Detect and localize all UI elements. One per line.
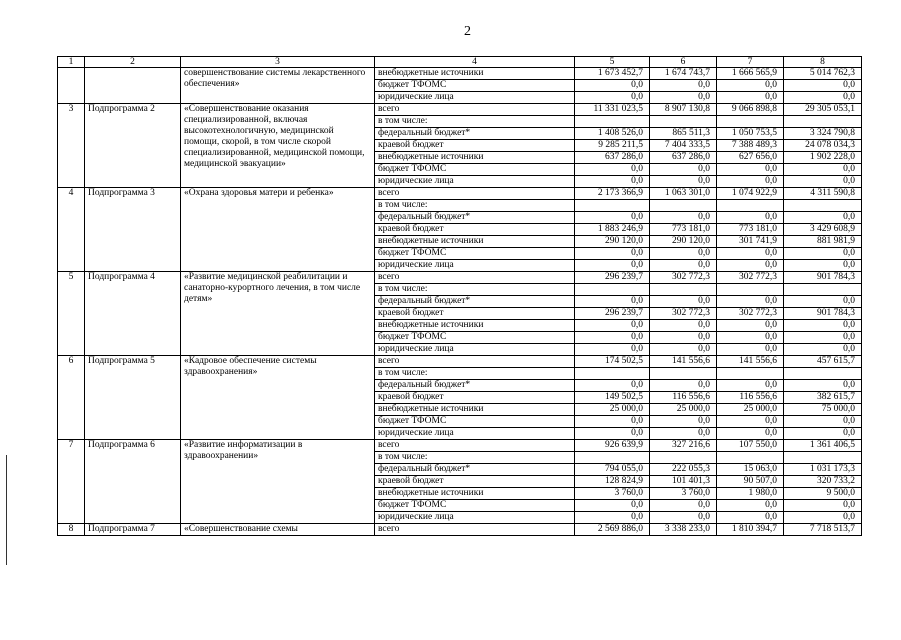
amount-cell: 1 673 452,7 [575, 68, 650, 80]
amount-cell: 3 760,0 [650, 488, 717, 500]
amount-cell [717, 452, 784, 464]
amount-cell: 149 502,5 [575, 392, 650, 404]
amount-cell: 0,0 [575, 260, 650, 272]
funding-source-cell: в том числе: [375, 116, 575, 128]
amount-cell: 5 014 762,3 [784, 68, 862, 80]
amount-cell: 0,0 [784, 80, 862, 92]
amount-cell: 290 120,0 [650, 236, 717, 248]
amount-cell [784, 368, 862, 380]
amount-cell: 0,0 [650, 380, 717, 392]
funding-source-cell: в том числе: [375, 200, 575, 212]
amount-cell: 0,0 [575, 80, 650, 92]
amount-cell: 107 550,0 [717, 440, 784, 452]
amount-cell: 7 388 489,3 [717, 140, 784, 152]
amount-cell: 25 000,0 [717, 404, 784, 416]
row-number-cell: 5 [58, 272, 85, 356]
amount-cell: 0,0 [784, 320, 862, 332]
amount-cell: 637 286,0 [575, 152, 650, 164]
amount-cell: 1 666 565,9 [717, 68, 784, 80]
amount-cell: 296 239,7 [575, 308, 650, 320]
amount-cell: 15 063,0 [717, 464, 784, 476]
amount-cell [650, 200, 717, 212]
amount-cell: 627 656,0 [717, 152, 784, 164]
amount-cell: 0,0 [784, 296, 862, 308]
amount-cell: 0,0 [784, 176, 862, 188]
subprogram-description-cell: «Кадровое обеспечение системы здравоохранения» [181, 356, 375, 440]
funding-source-cell: всего [375, 104, 575, 116]
amount-cell: 881 981,9 [784, 236, 862, 248]
amount-cell: 0,0 [650, 212, 717, 224]
amount-cell: 75 000,0 [784, 404, 862, 416]
funding-source-cell: в том числе: [375, 452, 575, 464]
column-number-8: 8 [784, 57, 862, 68]
amount-cell: 0,0 [575, 380, 650, 392]
funding-source-cell: федеральный бюджет* [375, 296, 575, 308]
amount-cell: 0,0 [784, 416, 862, 428]
table-row [58, 440, 862, 452]
page-number: 2 [464, 24, 471, 39]
amount-cell: 7 718 513,7 [784, 524, 862, 536]
funding-source-cell: краевой бюджет [375, 476, 575, 488]
amount-cell: 865 511,3 [650, 128, 717, 140]
subprogram-name-cell: Подпрограмма 4 [85, 272, 181, 356]
column-number-3: 3 [181, 57, 375, 68]
amount-cell: 116 556,6 [650, 392, 717, 404]
table-row [58, 188, 862, 200]
amount-cell [575, 284, 650, 296]
amount-cell: 0,0 [784, 428, 862, 440]
amount-cell: 296 239,7 [575, 272, 650, 284]
amount-cell: 794 055,0 [575, 464, 650, 476]
subprogram-description-cell: «Совершенствование оказания специализированной, включая высокотехнологичную, медицинской помощи, скорой, в том числе скорой специализированной, медицинской помощи, медицинской эвакуации» [181, 104, 375, 188]
amount-cell: 773 181,0 [717, 224, 784, 236]
amount-cell: 901 784,3 [784, 308, 862, 320]
amount-cell: 0,0 [650, 164, 717, 176]
amount-cell: 926 639,9 [575, 440, 650, 452]
funding-source-cell: краевой бюджет [375, 308, 575, 320]
amount-cell: 0,0 [650, 296, 717, 308]
amount-cell [650, 368, 717, 380]
amount-cell [575, 116, 650, 128]
budget-table [57, 56, 862, 536]
amount-cell: 320 733,2 [784, 476, 862, 488]
amount-cell: 0,0 [717, 512, 784, 524]
amount-cell: 1 674 743,7 [650, 68, 717, 80]
amount-cell: 0,0 [717, 500, 784, 512]
amount-cell: 0,0 [650, 320, 717, 332]
amount-cell: 0,0 [575, 332, 650, 344]
amount-cell [784, 452, 862, 464]
amount-cell: 0,0 [717, 296, 784, 308]
table-body [58, 68, 862, 536]
amount-cell: 0,0 [717, 428, 784, 440]
amount-cell: 0,0 [717, 80, 784, 92]
funding-source-cell: юридические лица [375, 344, 575, 356]
amount-cell: 0,0 [717, 344, 784, 356]
amount-cell: 382 615,7 [784, 392, 862, 404]
amount-cell: 302 772,3 [717, 272, 784, 284]
amount-cell: 301 741,9 [717, 236, 784, 248]
column-number-5: 5 [575, 57, 650, 68]
amount-cell: 0,0 [717, 176, 784, 188]
column-number-row [58, 57, 862, 68]
funding-source-cell: бюджет ТФОМС [375, 332, 575, 344]
table-row [58, 104, 862, 116]
row-number-cell [58, 68, 85, 104]
amount-cell: 0,0 [575, 320, 650, 332]
amount-cell: 302 772,3 [717, 308, 784, 320]
table-row [58, 68, 862, 80]
amount-cell: 128 824,9 [575, 476, 650, 488]
amount-cell: 0,0 [717, 320, 784, 332]
amount-cell: 0,0 [575, 512, 650, 524]
column-number-1: 1 [58, 57, 85, 68]
subprogram-description-cell: «Охрана здоровья матери и ребенка» [181, 188, 375, 272]
amount-cell: 0,0 [575, 344, 650, 356]
amount-cell: 0,0 [784, 260, 862, 272]
amount-cell: 2 569 886,0 [575, 524, 650, 536]
amount-cell: 141 556,6 [717, 356, 784, 368]
amount-cell [784, 200, 862, 212]
amount-cell: 327 216,6 [650, 440, 717, 452]
row-number-cell: 4 [58, 188, 85, 272]
column-number-6: 6 [650, 57, 717, 68]
subprogram-description-cell: «Развитие информатизации в здравоохранении» [181, 440, 375, 524]
amount-cell: 0,0 [650, 512, 717, 524]
subprogram-name-cell: Подпрограмма 2 [85, 104, 181, 188]
amount-cell: 302 772,3 [650, 272, 717, 284]
funding-source-cell: бюджет ТФОМС [375, 164, 575, 176]
amount-cell: 2 173 366,9 [575, 188, 650, 200]
amount-cell: 0,0 [575, 176, 650, 188]
column-number-4: 4 [375, 57, 575, 68]
amount-cell: 3 429 608,9 [784, 224, 862, 236]
amount-cell [650, 284, 717, 296]
amount-cell: 11 331 023,5 [575, 104, 650, 116]
amount-cell [650, 452, 717, 464]
amount-cell: 1 361 406,5 [784, 440, 862, 452]
amount-cell: 24 078 034,3 [784, 140, 862, 152]
table-row [58, 272, 862, 284]
amount-cell: 0,0 [650, 332, 717, 344]
amount-cell [575, 200, 650, 212]
amount-cell: 0,0 [650, 428, 717, 440]
table-row [58, 356, 862, 368]
funding-source-cell: бюджет ТФОМС [375, 500, 575, 512]
amount-cell: 3 760,0 [575, 488, 650, 500]
amount-cell: 0,0 [717, 416, 784, 428]
row-number-cell: 3 [58, 104, 85, 188]
funding-source-cell: федеральный бюджет* [375, 380, 575, 392]
amount-cell: 290 120,0 [575, 236, 650, 248]
funding-source-cell: юридические лица [375, 92, 575, 104]
funding-source-cell: юридические лица [375, 512, 575, 524]
amount-cell: 773 181,0 [650, 224, 717, 236]
amount-cell: 0,0 [650, 500, 717, 512]
subprogram-description-cell: совершенствование системы лекарственного обеспечения» [181, 68, 375, 104]
amount-cell: 0,0 [717, 380, 784, 392]
amount-cell: 3 338 233,0 [650, 524, 717, 536]
amount-cell [717, 200, 784, 212]
amount-cell: 1 902 228,0 [784, 152, 862, 164]
row-number-cell: 7 [58, 440, 85, 524]
amount-cell: 101 401,3 [650, 476, 717, 488]
funding-source-cell: юридические лица [375, 428, 575, 440]
amount-cell [650, 116, 717, 128]
amount-cell: 1 980,0 [717, 488, 784, 500]
funding-source-cell: внебюджетные источники [375, 236, 575, 248]
subprogram-description-cell: «Совершенствование схемы [181, 524, 375, 536]
amount-cell: 0,0 [575, 92, 650, 104]
amount-cell: 1 810 394,7 [717, 524, 784, 536]
amount-cell: 0,0 [575, 212, 650, 224]
amount-cell [717, 284, 784, 296]
funding-source-cell: юридические лица [375, 260, 575, 272]
amount-cell: 0,0 [575, 500, 650, 512]
funding-source-cell: внебюджетные источники [375, 488, 575, 500]
funding-source-cell: бюджет ТФОМС [375, 80, 575, 92]
amount-cell: 0,0 [784, 380, 862, 392]
amount-cell: 9 285 211,5 [575, 140, 650, 152]
amount-cell: 174 502,5 [575, 356, 650, 368]
amount-cell: 90 507,0 [717, 476, 784, 488]
subprogram-description-cell: «Развитие медицинской реабилитации и санаторно-курортного лечения, в том числе детям» [181, 272, 375, 356]
amount-cell [575, 368, 650, 380]
row-number-cell: 6 [58, 356, 85, 440]
amount-cell: 0,0 [784, 512, 862, 524]
funding-source-cell: федеральный бюджет* [375, 464, 575, 476]
amount-cell: 0,0 [650, 176, 717, 188]
amount-cell: 457 615,7 [784, 356, 862, 368]
amount-cell: 0,0 [717, 248, 784, 260]
amount-cell [717, 116, 784, 128]
funding-source-cell: внебюджетные источники [375, 152, 575, 164]
funding-source-cell: внебюджетные источники [375, 68, 575, 80]
amount-cell: 0,0 [650, 416, 717, 428]
amount-cell: 0,0 [717, 212, 784, 224]
amount-cell [784, 116, 862, 128]
amount-cell: 4 311 590,8 [784, 188, 862, 200]
funding-source-cell: всего [375, 440, 575, 452]
amount-cell: 0,0 [784, 332, 862, 344]
amount-cell: 25 000,0 [575, 404, 650, 416]
amount-cell: 0,0 [784, 212, 862, 224]
funding-source-cell: бюджет ТФОМС [375, 416, 575, 428]
amount-cell: 0,0 [650, 344, 717, 356]
margin-line [6, 455, 7, 565]
amount-cell: 0,0 [575, 428, 650, 440]
amount-cell: 0,0 [575, 296, 650, 308]
amount-cell: 0,0 [784, 344, 862, 356]
table-row [58, 524, 862, 536]
funding-source-cell: внебюджетные источники [375, 404, 575, 416]
subprogram-name-cell: Подпрограмма 5 [85, 356, 181, 440]
amount-cell: 9 066 898,8 [717, 104, 784, 116]
funding-source-cell: краевой бюджет [375, 224, 575, 236]
amount-cell: 0,0 [575, 164, 650, 176]
amount-cell: 1 408 526,0 [575, 128, 650, 140]
subprogram-name-cell: Подпрограмма 3 [85, 188, 181, 272]
funding-source-cell: краевой бюджет [375, 392, 575, 404]
amount-cell [784, 284, 862, 296]
amount-cell: 9 500,0 [784, 488, 862, 500]
amount-cell [575, 452, 650, 464]
amount-cell: 0,0 [650, 92, 717, 104]
amount-cell: 1 074 922,9 [717, 188, 784, 200]
amount-cell: 0,0 [650, 248, 717, 260]
funding-source-cell: краевой бюджет [375, 140, 575, 152]
amount-cell: 901 784,3 [784, 272, 862, 284]
subprogram-name-cell: Подпрограмма 7 [85, 524, 181, 536]
amount-cell: 0,0 [650, 260, 717, 272]
subprogram-name-cell: Подпрограмма 6 [85, 440, 181, 524]
amount-cell: 1 883 246,9 [575, 224, 650, 236]
funding-source-cell: всего [375, 188, 575, 200]
budget-table-wrapper [57, 56, 862, 536]
amount-cell: 0,0 [784, 164, 862, 176]
amount-cell: 116 556,6 [717, 392, 784, 404]
column-number-2: 2 [85, 57, 181, 68]
amount-cell: 8 907 130,8 [650, 104, 717, 116]
funding-source-cell: юридические лица [375, 176, 575, 188]
funding-source-cell: в том числе: [375, 284, 575, 296]
amount-cell: 0,0 [575, 416, 650, 428]
amount-cell: 0,0 [784, 248, 862, 260]
funding-source-cell: федеральный бюджет* [375, 212, 575, 224]
amount-cell: 29 305 053,1 [784, 104, 862, 116]
amount-cell: 0,0 [717, 332, 784, 344]
funding-source-cell: всего [375, 272, 575, 284]
funding-source-cell: федеральный бюджет* [375, 128, 575, 140]
subprogram-name-cell [85, 68, 181, 104]
amount-cell: 637 286,0 [650, 152, 717, 164]
amount-cell: 302 772,3 [650, 308, 717, 320]
amount-cell: 0,0 [717, 92, 784, 104]
amount-cell: 222 055,3 [650, 464, 717, 476]
column-number-7: 7 [717, 57, 784, 68]
row-number-cell: 8 [58, 524, 85, 536]
amount-cell: 0,0 [784, 92, 862, 104]
amount-cell: 1 050 753,5 [717, 128, 784, 140]
amount-cell: 7 404 333,5 [650, 140, 717, 152]
funding-source-cell: бюджет ТФОМС [375, 248, 575, 260]
funding-source-cell: всего [375, 524, 575, 536]
amount-cell: 3 324 790,8 [784, 128, 862, 140]
amount-cell: 0,0 [650, 80, 717, 92]
funding-source-cell: всего [375, 356, 575, 368]
amount-cell: 25 000,0 [650, 404, 717, 416]
amount-cell: 141 556,6 [650, 356, 717, 368]
amount-cell: 0,0 [717, 260, 784, 272]
amount-cell: 0,0 [717, 164, 784, 176]
amount-cell [717, 368, 784, 380]
amount-cell: 0,0 [575, 248, 650, 260]
amount-cell: 1 031 173,3 [784, 464, 862, 476]
amount-cell: 1 063 301,0 [650, 188, 717, 200]
funding-source-cell: в том числе: [375, 368, 575, 380]
amount-cell: 0,0 [784, 500, 862, 512]
funding-source-cell: внебюджетные источники [375, 320, 575, 332]
